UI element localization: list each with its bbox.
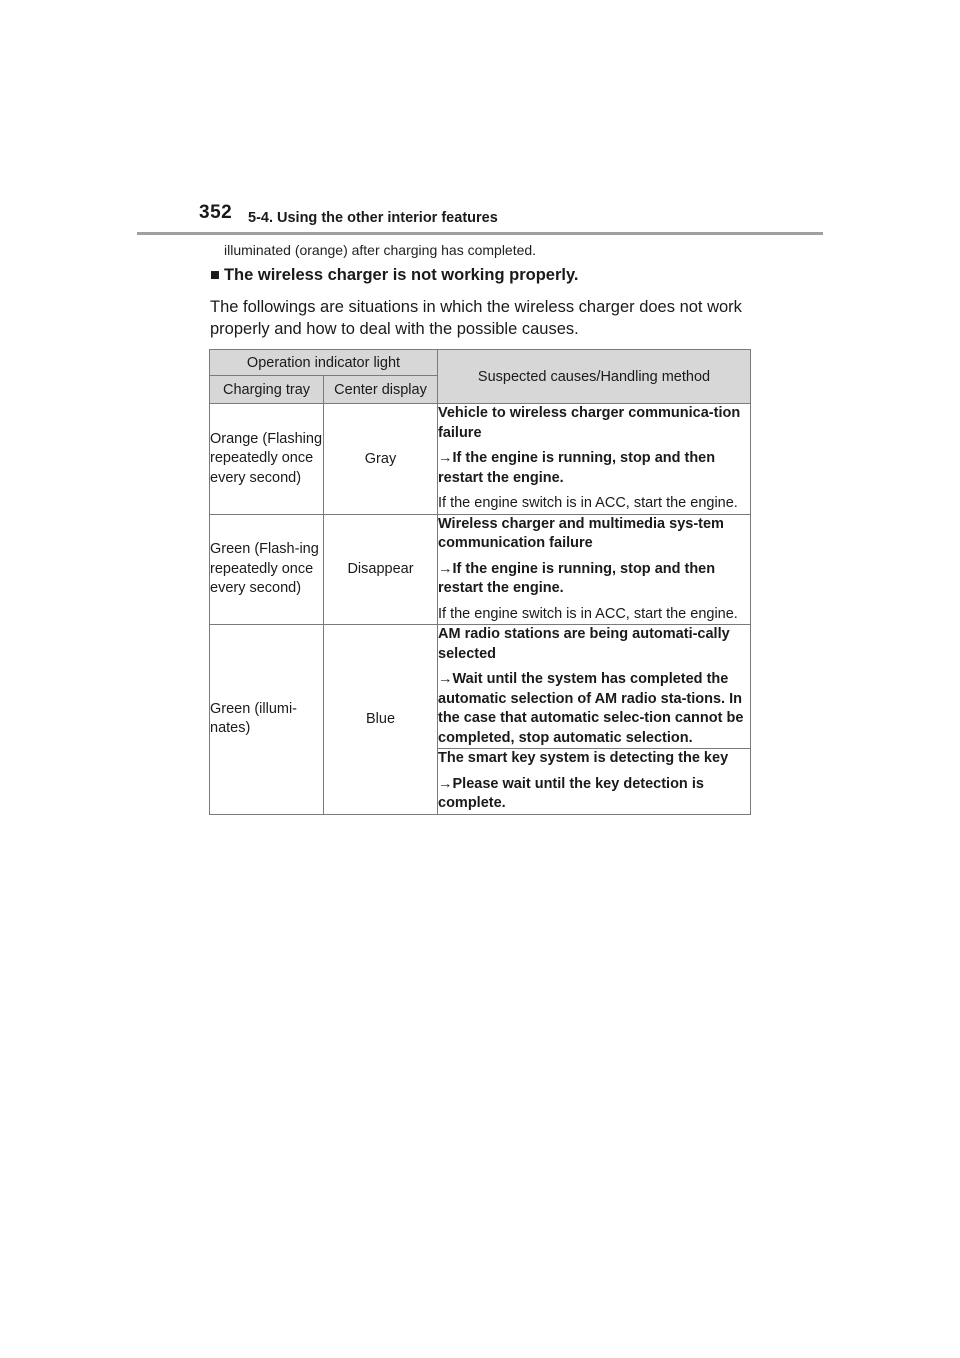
arrow-right-icon: → (438, 671, 453, 687)
cause-action-text: If the engine is running, stop and then restart the engine. (438, 450, 716, 486)
square-bullet-icon: ■ (210, 266, 220, 284)
cause-cell (438, 749, 751, 815)
tray-state: Orange (Flashing repeatedly once every second) (210, 404, 324, 515)
subheading (210, 266, 579, 285)
header-divider (137, 232, 823, 235)
cause-action (438, 560, 750, 599)
display-state: Gray (324, 404, 438, 515)
cause-action (438, 670, 750, 748)
display-state: Disappear (324, 514, 438, 625)
cause-title: AM radio stations are being automati-cally selected (438, 626, 730, 662)
table-row (210, 514, 751, 625)
troubleshooting-table (209, 349, 751, 815)
header-suspected-causes: Suspected causes/Handling method (438, 350, 751, 404)
arrow-right-icon: → (438, 560, 453, 577)
arrow-right-icon: → (438, 450, 453, 466)
subheading-text: The wireless charger is not working properly. (223, 266, 579, 284)
cause-title: Wireless charger and multimedia sys-tem communication failure (438, 515, 724, 551)
intro-paragraph: The followings are situations in which the wireless charger does not work properly and how to deal with the possible causes. (210, 298, 742, 338)
header-charging-tray: Charging tray (210, 376, 324, 404)
tray-state: Green (illumi-nates) (210, 625, 324, 815)
cause-action-text: If the engine is running, stop and then restart the engine. (438, 560, 716, 596)
cause-action-text: Please wait until the key detection is complete. (438, 775, 704, 811)
table-row (210, 625, 751, 749)
cause-note: If the engine switch is in ACC, start the engine. (438, 495, 738, 511)
page-number: 352 (199, 202, 233, 223)
cause-title: Vehicle to wireless charger communica-tion failure (438, 405, 741, 441)
header-operation-indicator: Operation indicator light (210, 350, 438, 376)
cause-action-text: Wait until the system has completed the automatic selection of AM radio sta-tions. In the case that automatic selec-tion cannot be completed, stop automatic selection. (438, 671, 744, 746)
section-title: 5-4. Using the other interior features (248, 210, 498, 226)
cause-note: If the engine switch is in ACC, start the engine. (438, 605, 738, 622)
display-state: Blue (324, 625, 438, 815)
cause-action (438, 775, 750, 814)
arrow-right-icon: → (438, 775, 453, 792)
cause-cell (438, 404, 751, 515)
cause-cell (438, 514, 751, 625)
cause-title: The smart key system is detecting the key (438, 750, 729, 766)
table-row (210, 404, 751, 515)
header-center-display: Center display (324, 376, 438, 404)
cause-cell (438, 625, 751, 749)
carryover-text: illuminated (orange) after charging has completed. (224, 242, 537, 258)
tray-state: Green (Flash-ing repeatedly once every second) (210, 514, 324, 625)
cause-action (438, 449, 750, 488)
